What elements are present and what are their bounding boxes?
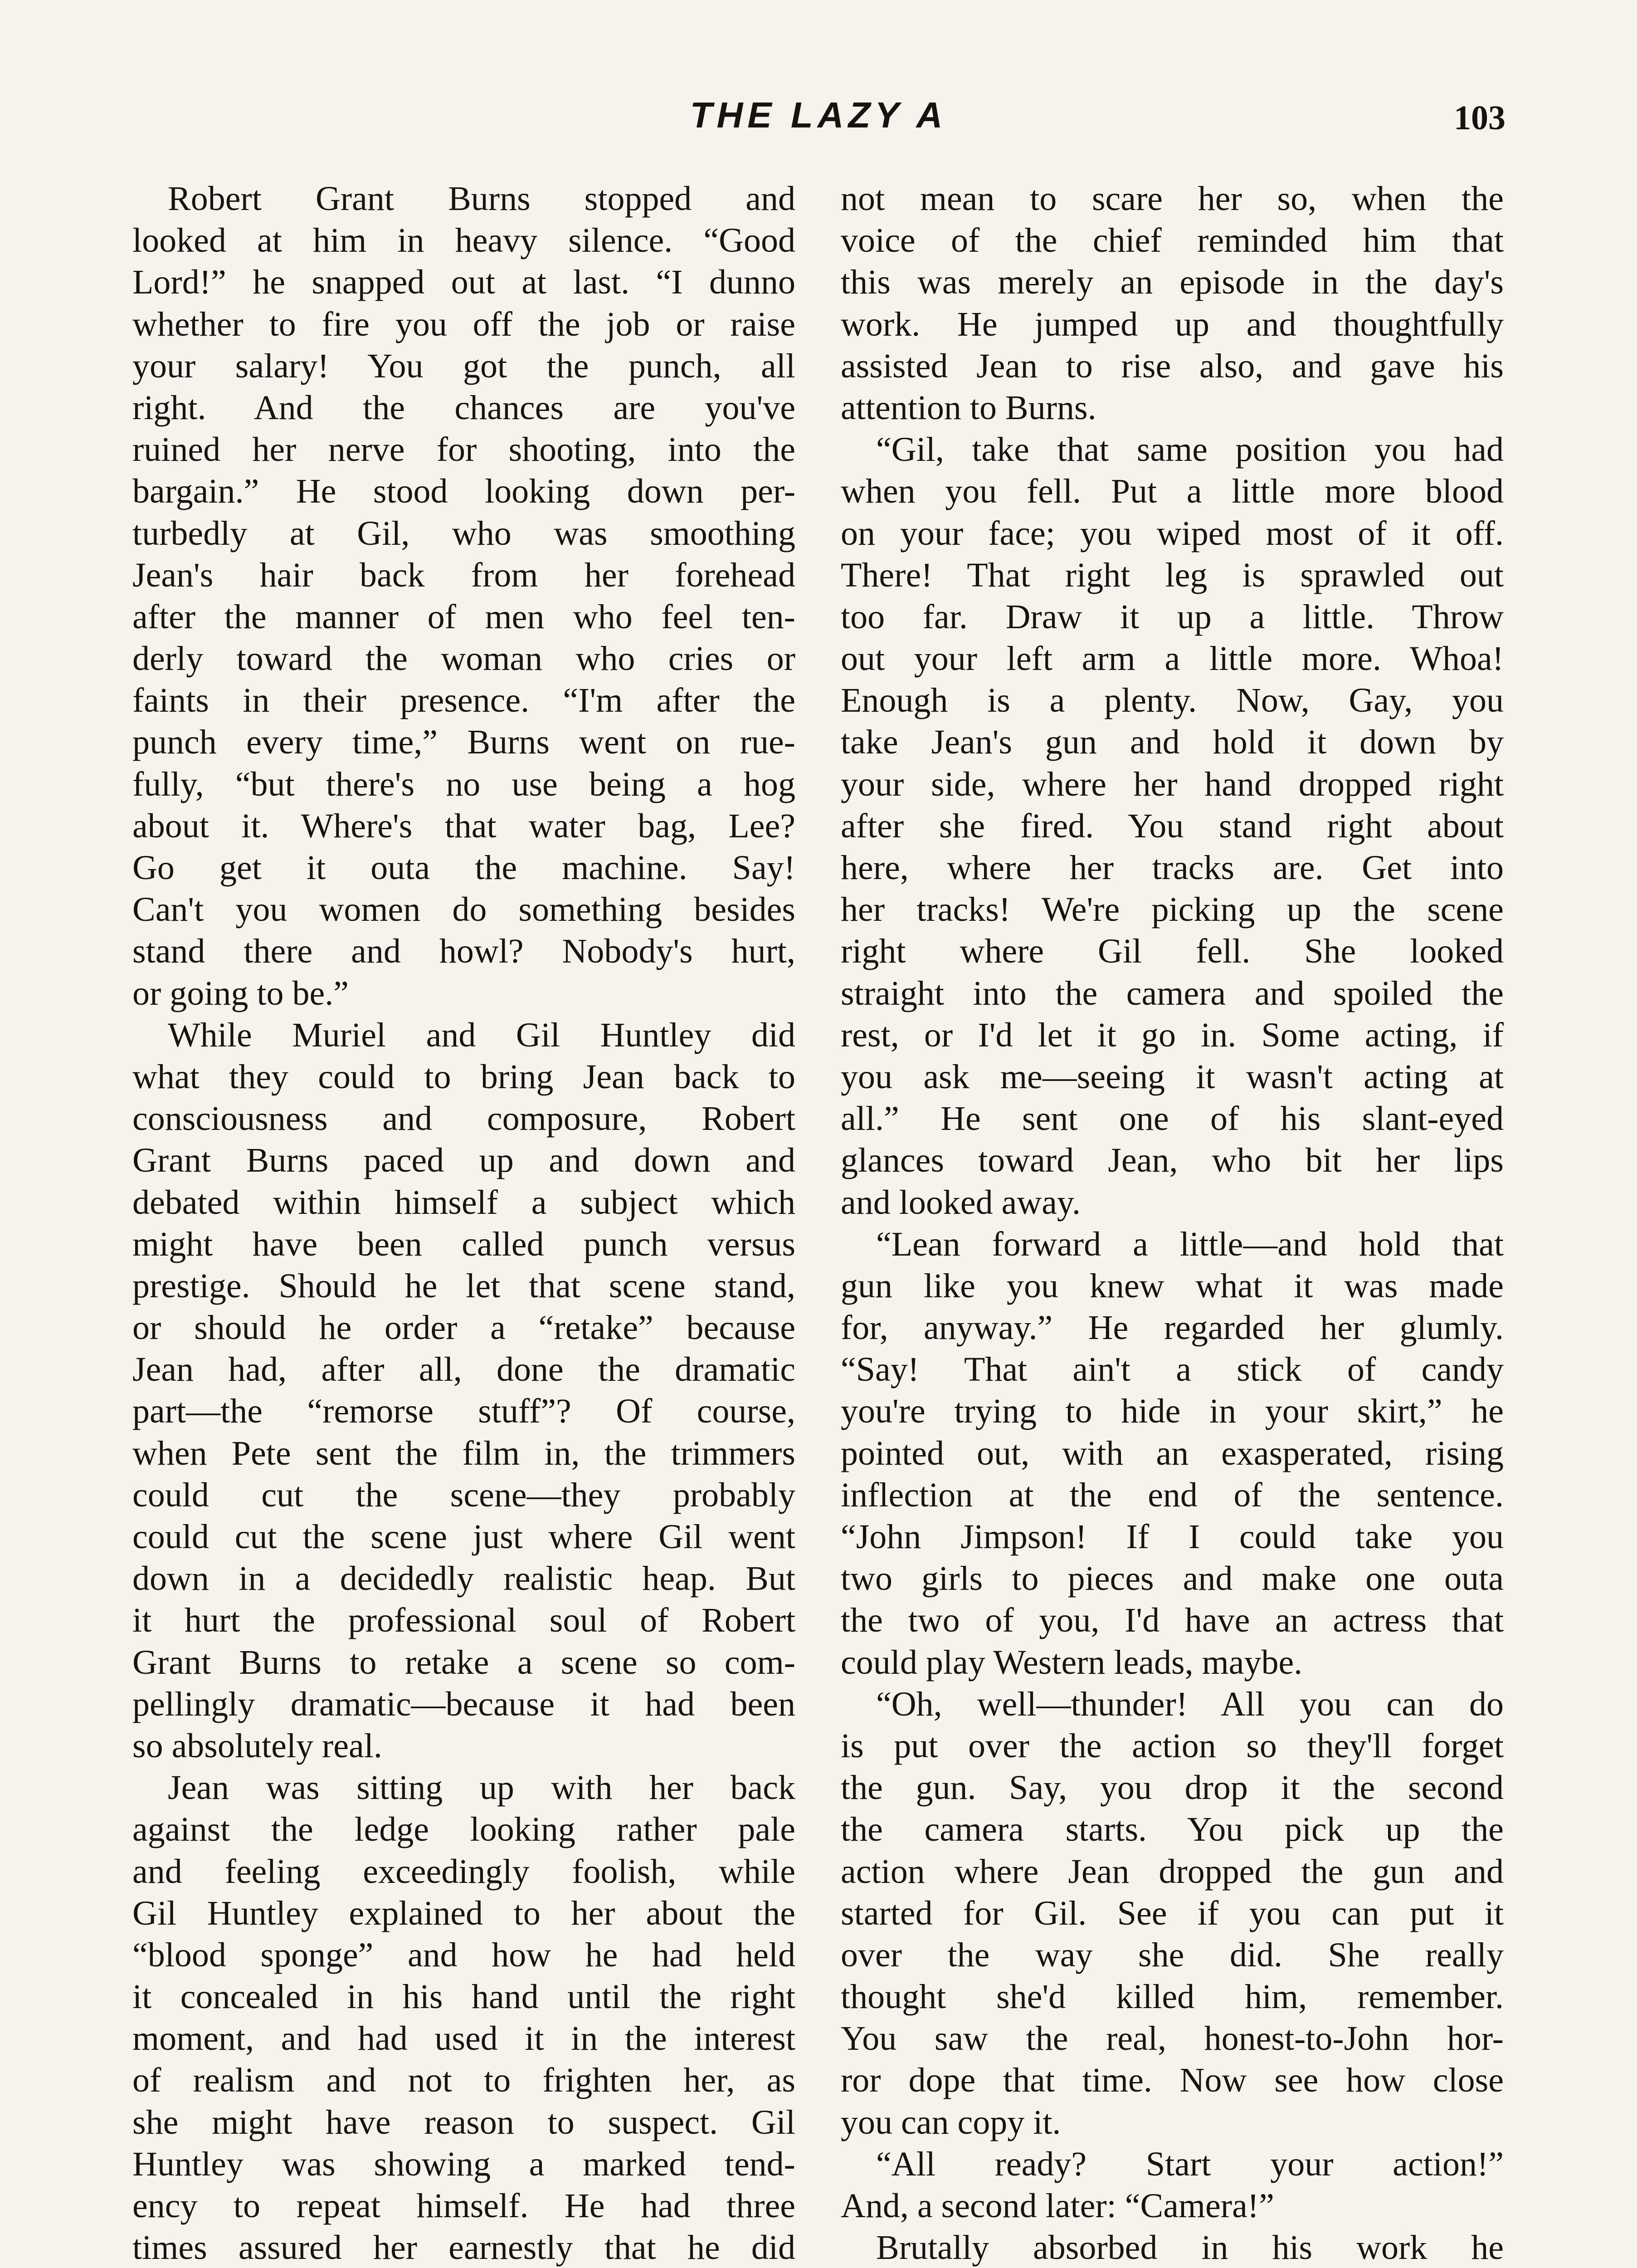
text-line: “Gil, take that same position you had: [876, 430, 1504, 469]
text-line: could cut the scene just where Gil went: [132, 1518, 795, 1556]
text-line: consciousness and composure, Robert: [132, 1100, 795, 1138]
text-line: after she fired. You stand right about: [841, 807, 1504, 845]
text-line: straight into the camera and spoiled the: [841, 974, 1504, 1012]
text-line: moment, and had used it in the interest: [132, 2019, 795, 2058]
text-line: not mean to scare her so, when the: [841, 180, 1504, 218]
text-line: her tracks! We're picking up the scene: [841, 890, 1504, 929]
text-line: might have been called punch versus: [132, 1225, 795, 1263]
text-line: you ask me—seeing it wasn't acting at: [841, 1057, 1504, 1096]
text-line: for, anyway.” He regarded her glumly.: [841, 1309, 1504, 1347]
text-line: action where Jean dropped the gun and: [841, 1852, 1504, 1891]
text-line: And, a second later: “Camera!”: [841, 2187, 1274, 2225]
text-line: pointed out, with an exasperated, rising: [841, 1434, 1504, 1472]
text-line: “Lean forward a little—and hold that: [876, 1225, 1504, 1263]
text-line: too far. Draw it up a little. Throw: [841, 597, 1504, 636]
text-line: started for Gil. See if you can put it: [841, 1894, 1504, 1932]
text-line: against the ledge looking rather pale: [132, 1810, 795, 1849]
text-line: “John Jimpson! If I could take you: [841, 1518, 1504, 1556]
text-line: your salary! You got the punch, all: [132, 347, 795, 385]
text-line: it concealed in his hand until the right: [132, 1978, 795, 2016]
text-line: down in a decidedly realistic heap. But: [132, 1559, 795, 1598]
text-column-left: [132, 178, 795, 2268]
text-line: gun like you knew what it was made: [841, 1266, 1504, 1305]
text-line: While Muriel and Gil Huntley did: [168, 1016, 795, 1054]
text-line: assisted Jean to rise also, and gave his: [841, 347, 1504, 385]
text-line: the camera starts. You pick up the: [841, 1810, 1504, 1849]
text-line: ruined her nerve for shooting, into the: [132, 430, 795, 469]
text-line: after the manner of men who feel ten-: [132, 597, 795, 636]
text-line: part—the “remorse stuff”? Of course,: [132, 1392, 795, 1431]
text-line: Gil Huntley explained to her about the: [132, 1894, 795, 1932]
text-line: or going to be.”: [132, 974, 349, 1012]
text-line: whether to fire you off the job or raise: [132, 305, 795, 343]
text-line: Brutally absorbed in his work he: [876, 2229, 1504, 2267]
text-line: inflection at the end of the sentence.: [841, 1476, 1504, 1514]
text-line: could play Western leads, maybe.: [841, 1643, 1303, 1681]
text-line: ency to repeat himself. He had three: [132, 2187, 795, 2225]
text-line: all.” He sent one of his slant-eyed: [841, 1100, 1504, 1138]
text-line: pellingly dramatic—because it had been: [132, 1685, 795, 1723]
text-line: stand there and howl? Nobody's hurt,: [132, 932, 795, 971]
text-line: it hurt the professional soul of Robert: [132, 1601, 795, 1640]
text-line: over the way she did. She really: [841, 1936, 1504, 1974]
text-line: rest, or I'd let it go in. Some acting, if: [841, 1016, 1504, 1054]
text-line: out your left arm a little more. Whoa!: [841, 640, 1504, 678]
text-line: punch every time,” Burns went on rue-: [132, 723, 795, 762]
text-line: Go get it outa the machine. Say!: [132, 849, 795, 887]
text-line: “Oh, well—thunder! All you can do: [876, 1685, 1504, 1723]
text-line: you can copy it.: [841, 2103, 1061, 2141]
text-line: this was merely an episode in the day's: [841, 263, 1504, 302]
text-line: “blood sponge” and how he had held: [132, 1936, 795, 1974]
text-line: You saw the real, honest-to-John hor-: [841, 2019, 1504, 2058]
text-line: about it. Where's that water bag, Lee?: [132, 807, 795, 845]
text-line: voice of the chief reminded him that: [841, 221, 1504, 260]
text-line: and looked away.: [841, 1183, 1081, 1222]
text-line: times assured her earnestly that he did: [132, 2229, 795, 2267]
page-number: 103: [1454, 99, 1505, 137]
text-line: Jean's hair back from her forehead: [132, 556, 795, 594]
text-line: or should he order a “retake” because: [132, 1309, 795, 1347]
text-line: is put over the action so they'll forget: [841, 1726, 1504, 1765]
text-line: ror dope that time. Now see how close: [841, 2061, 1504, 2100]
text-line: she might have reason to suspect. Gil: [132, 2103, 795, 2141]
text-line: prestige. Should he let that scene stand,: [132, 1266, 795, 1305]
text-line: your side, where her hand dropped right: [841, 765, 1504, 803]
text-line: on your face; you wiped most of it off.: [841, 514, 1504, 552]
text-line: looked at him in heavy silence. “Good: [132, 221, 795, 260]
text-line: Jean was sitting up with her back: [168, 1769, 795, 1807]
text-line: bargain.” He stood looking down per-: [132, 472, 795, 511]
text-line: Huntley was showing a marked tend-: [132, 2145, 795, 2183]
text-line: “All ready? Start your action!”: [876, 2145, 1504, 2183]
text-line: work. He jumped up and thoughtfully: [841, 305, 1504, 343]
text-line: Lord!” he snapped out at last. “I dunno: [132, 263, 795, 302]
text-line: could cut the scene—they probably: [132, 1476, 795, 1514]
text-line: you're trying to hide in your skirt,” he: [841, 1392, 1504, 1431]
text-column-right: [841, 178, 1504, 2268]
text-line: faints in their presence. “I'm after the: [132, 681, 795, 720]
text-line: “Say! That ain't a stick of candy: [841, 1350, 1504, 1389]
text-line: fully, “but there's no use being a hog: [132, 765, 795, 803]
text-line: Grant Burns to retake a scene so com-: [132, 1643, 795, 1681]
text-line: thought she'd killed him, remember.: [841, 1978, 1504, 2016]
text-line: when you fell. Put a little more blood: [841, 472, 1504, 511]
running-head: THE LAZY A: [690, 95, 947, 135]
text-line: Grant Burns paced up and down and: [132, 1141, 795, 1180]
text-line: debated within himself a subject which: [132, 1183, 795, 1222]
text-line: and feeling exceedingly foolish, while: [132, 1852, 795, 1891]
text-line: derly toward the woman who cries or: [132, 640, 795, 678]
text-line: right where Gil fell. She looked: [841, 932, 1504, 971]
text-line: the two of you, I'd have an actress that: [841, 1601, 1504, 1640]
text-line: when Pete sent the film in, the trimmers: [132, 1434, 795, 1472]
text-line: two girls to pieces and make one outa: [841, 1559, 1504, 1598]
text-line: Can't you women do something besides: [132, 890, 795, 929]
text-line: Robert Grant Burns stopped and: [168, 180, 795, 218]
text-line: There! That right leg is sprawled out: [841, 556, 1504, 594]
text-line: take Jean's gun and hold it down by: [841, 723, 1504, 762]
text-line: here, where her tracks are. Get into: [841, 849, 1504, 887]
text-line: attention to Burns.: [841, 388, 1096, 427]
text-line: Jean had, after all, done the dramatic: [132, 1350, 795, 1389]
text-line: so absolutely real.: [132, 1726, 382, 1765]
text-line: what they could to bring Jean back to: [132, 1057, 795, 1096]
text-line: of realism and not to frighten her, as: [132, 2061, 795, 2100]
text-line: Enough is a plenty. Now, Gay, you: [841, 681, 1504, 720]
text-line: the gun. Say, you drop it the second: [841, 1769, 1504, 1807]
text-line: glances toward Jean, who bit her lips: [841, 1141, 1504, 1180]
text-line: turbedly at Gil, who was smoothing: [132, 514, 795, 552]
text-line: right. And the chances are you've: [132, 388, 795, 427]
